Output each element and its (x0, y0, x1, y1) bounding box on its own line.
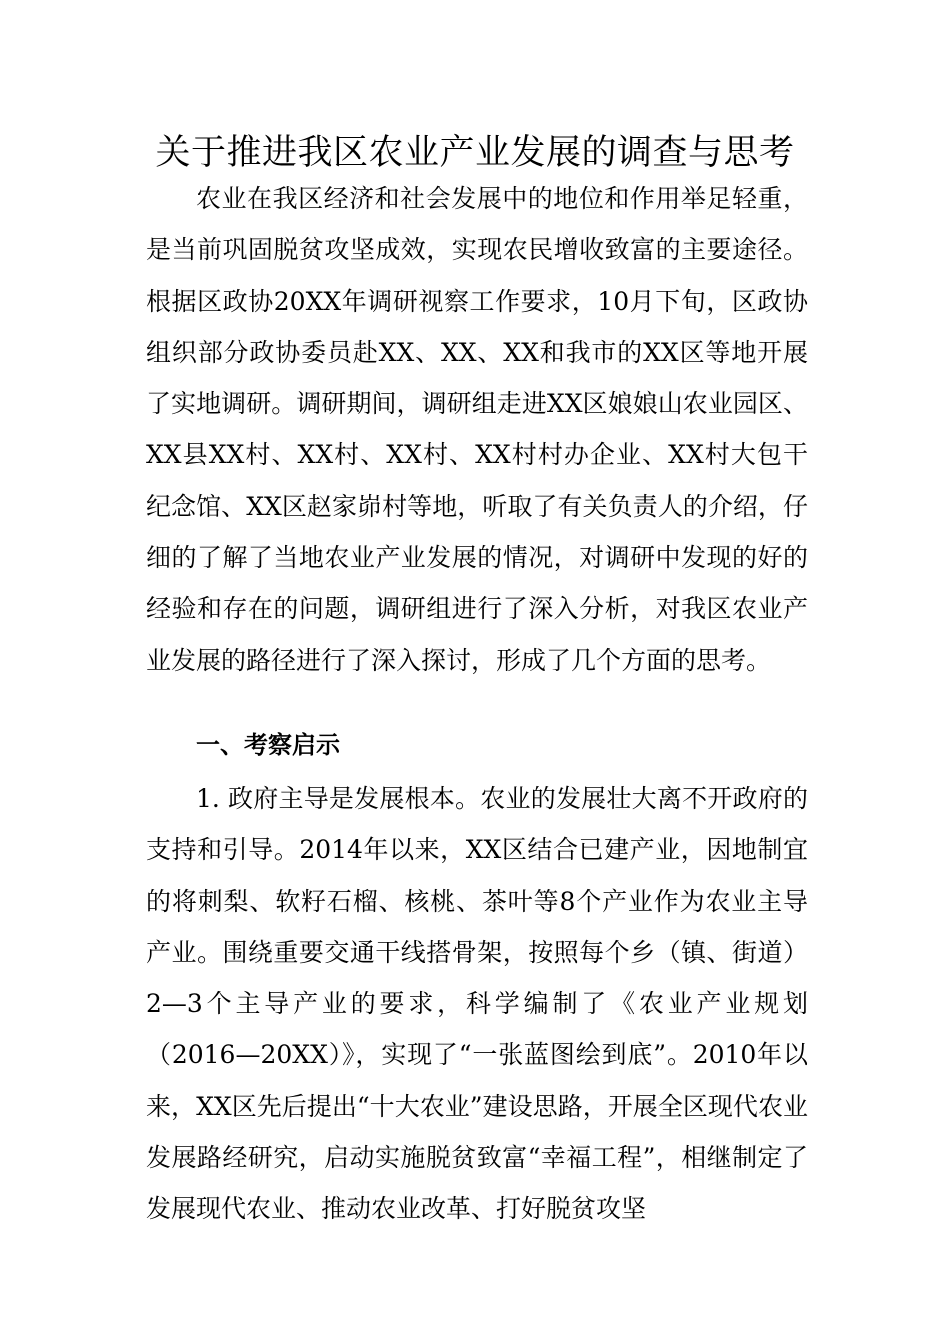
intro-paragraph: 农业在我区经济和社会发展中的地位和作用举足轻重，是当前巩固脱贫攻坚成效，实现农民增收致富的主要途径。根据区政协20XX年调研视察工作要求，10月下旬，区政协组织部分政协委员赴XX、XX、XX和我市的XX区等地开展了实地调研。调研期间，调研组走进XX区娘娘山农业园区、XX县XX村、XX村、XX村、XX村村办企业、XX村大包干纪念馆、XX区赵家峁村等地，听取了有关负责人的介绍，仔细的了解了当地农业产业发展的情况，对调研中发现的好的经验和存在的问题，调研组进行了深入分析，对我区农业产业发展的路径进行了深入探讨，形成了几个方面的思考。 (146, 184, 808, 675)
document-title: 关于推进我区农业产业发展的调查与思考 (155, 133, 795, 173)
section-paragraph: 1. 政府主导是发展根本。农业的发展壮大离不开政府的支持和引导。2014年以来，XX区结合已建产业，因地制宜的将刺梨、软籽石榴、核桃、茶叶等8个产业作为农业主导产业。围绕重要交通干线搭骨架，按照每个乡（镇、街道）2—3个主导产业的要求，科学编制了《农业产业规划（2016—20XX）》，实现了“一张蓝图绘到底”。2010年以来，XX区先后提出“十大农业”建设思路，开展全区现代农业发展路经研究，启动实施脱贫致富“幸福工程”，相继制定了发展现代农业、推动农业改革、打好脱贫攻坚 (146, 784, 808, 1224)
section-heading: 一、考察启示 (196, 731, 340, 759)
